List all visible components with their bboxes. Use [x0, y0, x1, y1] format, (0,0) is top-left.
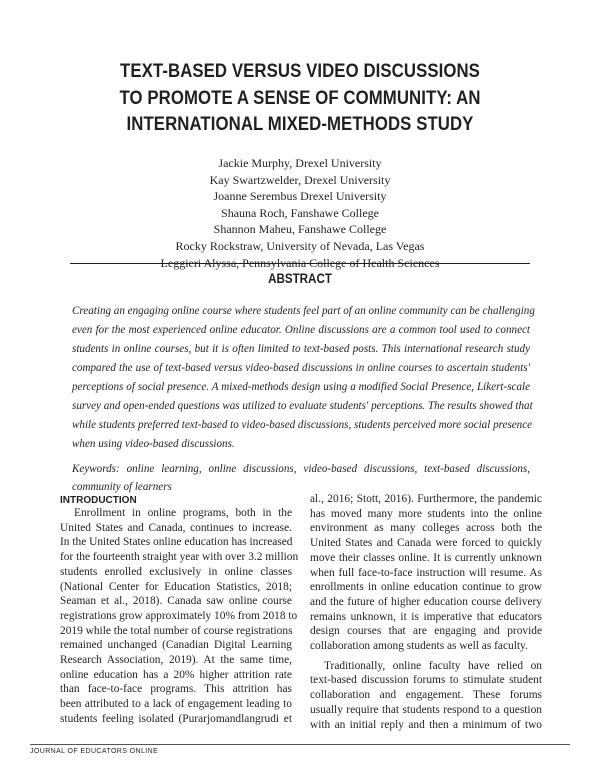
abstract-heading: ABSTRACT [268, 271, 332, 286]
body-line: Seaman et al., 2018). Canada saw online course [60, 595, 292, 608]
title-line: INTERNATIONAL MIXED-METHODS STUDY [126, 113, 474, 135]
abstract-line: students in online courses, but it is often limited to text-based posts. This international research study [72, 343, 530, 355]
body-line: than face-to-face programs. This attrition has [60, 683, 292, 696]
author: Rocky Rockstraw, University of Nevada, Las Vegas [175, 238, 425, 253]
footer-divider [30, 744, 570, 745]
abstract-line: even for the most experienced online educator. Online discussions are a common tool used to connect [72, 324, 530, 336]
author: Shannon Maheu, Fanshawe College [213, 222, 387, 237]
body-line: al., 2016; Stott, 2016). Furthermore, the pandemic [310, 493, 542, 505]
body-line: registrations grow approximately 10% from 2018 to [60, 609, 298, 622]
keywords-line: Keywords: online learning, online discussions, video-based discussions, text-based discussions, [72, 463, 530, 475]
body-line: with an initial reply and then a minimum of two [310, 718, 542, 731]
body-line: has moved many more students into the online [310, 507, 542, 520]
body-line: In the United States online education has increased [60, 536, 293, 549]
author: Leggieri Alyssa, Pennsylvania College of Health Sciences [160, 255, 440, 270]
body-line: Traditionally, online faculty have relied on [324, 659, 542, 672]
author: Shauna Roch, Fanshawe College [221, 205, 379, 220]
body-line: remains unknown, it is imperative that educators [310, 610, 542, 623]
body-line: students feeling isolated (Purarjomandlangrudi et [60, 712, 292, 725]
author: Kay Swartzwelder, Drexel University [209, 172, 391, 187]
body-line: United States and Canada, continues to increase. [60, 521, 292, 534]
abstract-body [72, 302, 535, 454]
keywords-line: community of learners [72, 481, 172, 493]
body-line: been attributed to a lack of engagement leading to [60, 698, 292, 711]
body-line: when full face-to-face instruction will resume. As [310, 566, 542, 579]
abstract-line: Creating an engaging online course where students feel part of an online community can be challenging [72, 305, 535, 317]
body-line: move their classes online. It is currently unknown [310, 551, 542, 564]
keywords [72, 460, 530, 496]
body-column-left [60, 506, 299, 727]
body-line: students enrolled exclusively in online classes [60, 565, 292, 578]
body-line: 2019 while the total number of course registrations [60, 624, 293, 637]
body-line: (National Center for Education Statistics, 2018; [60, 580, 292, 593]
body-line: United States and Canada were forced to quickly [310, 537, 542, 550]
abstract-line: while students preferred text-based to video-based discussions, students perceived more social presence [72, 419, 533, 431]
body-line: Enrollment in online programs, both in the [74, 507, 292, 519]
body-line: online education has a 20% higher attrition rate [60, 668, 292, 681]
author: Joanne Serembus Drexel University [213, 189, 387, 204]
abstract-line: perceptions of social presence. A mixed-methods design using a modified Social Presence, Likert-scale [72, 381, 530, 393]
paper-title [94, 58, 507, 138]
body-line: text-based discussion forums to stimulate student [310, 674, 542, 687]
author-list [60, 155, 540, 271]
title-line: TO PROMOTE A SENSE OF COMMUNITY: AN [119, 86, 481, 109]
introduction-heading: INTRODUCTION [60, 495, 137, 506]
body-column-right [310, 492, 542, 732]
body-line: environment as many colleges across both the [310, 522, 542, 535]
body-line: design courses that are engaging and provide [310, 625, 542, 638]
body-line: enrollments in online education continue to grow [310, 581, 542, 594]
body-line: and the future of higher education course delivery [310, 595, 542, 608]
body-line: remained unchanged (Canadian Digital Learning [60, 639, 292, 652]
body-line: collaboration among students as well as faculty. [310, 640, 528, 653]
author: Jackie Murphy, Drexel University [218, 156, 382, 170]
abstract-line: compared the use of text-based versus video-based discussions in online courses to ascertain students' [72, 362, 530, 374]
abstract-line: survey and open-ended questions was utilized to evaluate students' perceptions. The results showed that [72, 400, 533, 412]
title-line: TEXT-BASED VERSUS VIDEO DISCUSSIONS [120, 60, 480, 82]
body-line: collaboration and engagement. These forums [310, 689, 542, 702]
abstract-line: when using video-based discussions. [72, 438, 235, 450]
body-line: usually require that students respond to a question [310, 703, 542, 716]
section-divider [70, 263, 530, 264]
journal-footer: JOURNAL OF EDUCATORS ONLINE [30, 748, 159, 755]
body-line: Research Association, 2019). At the same time, [60, 654, 292, 667]
body-line: for the fourteenth straight year with over 3.2 million [60, 551, 299, 564]
